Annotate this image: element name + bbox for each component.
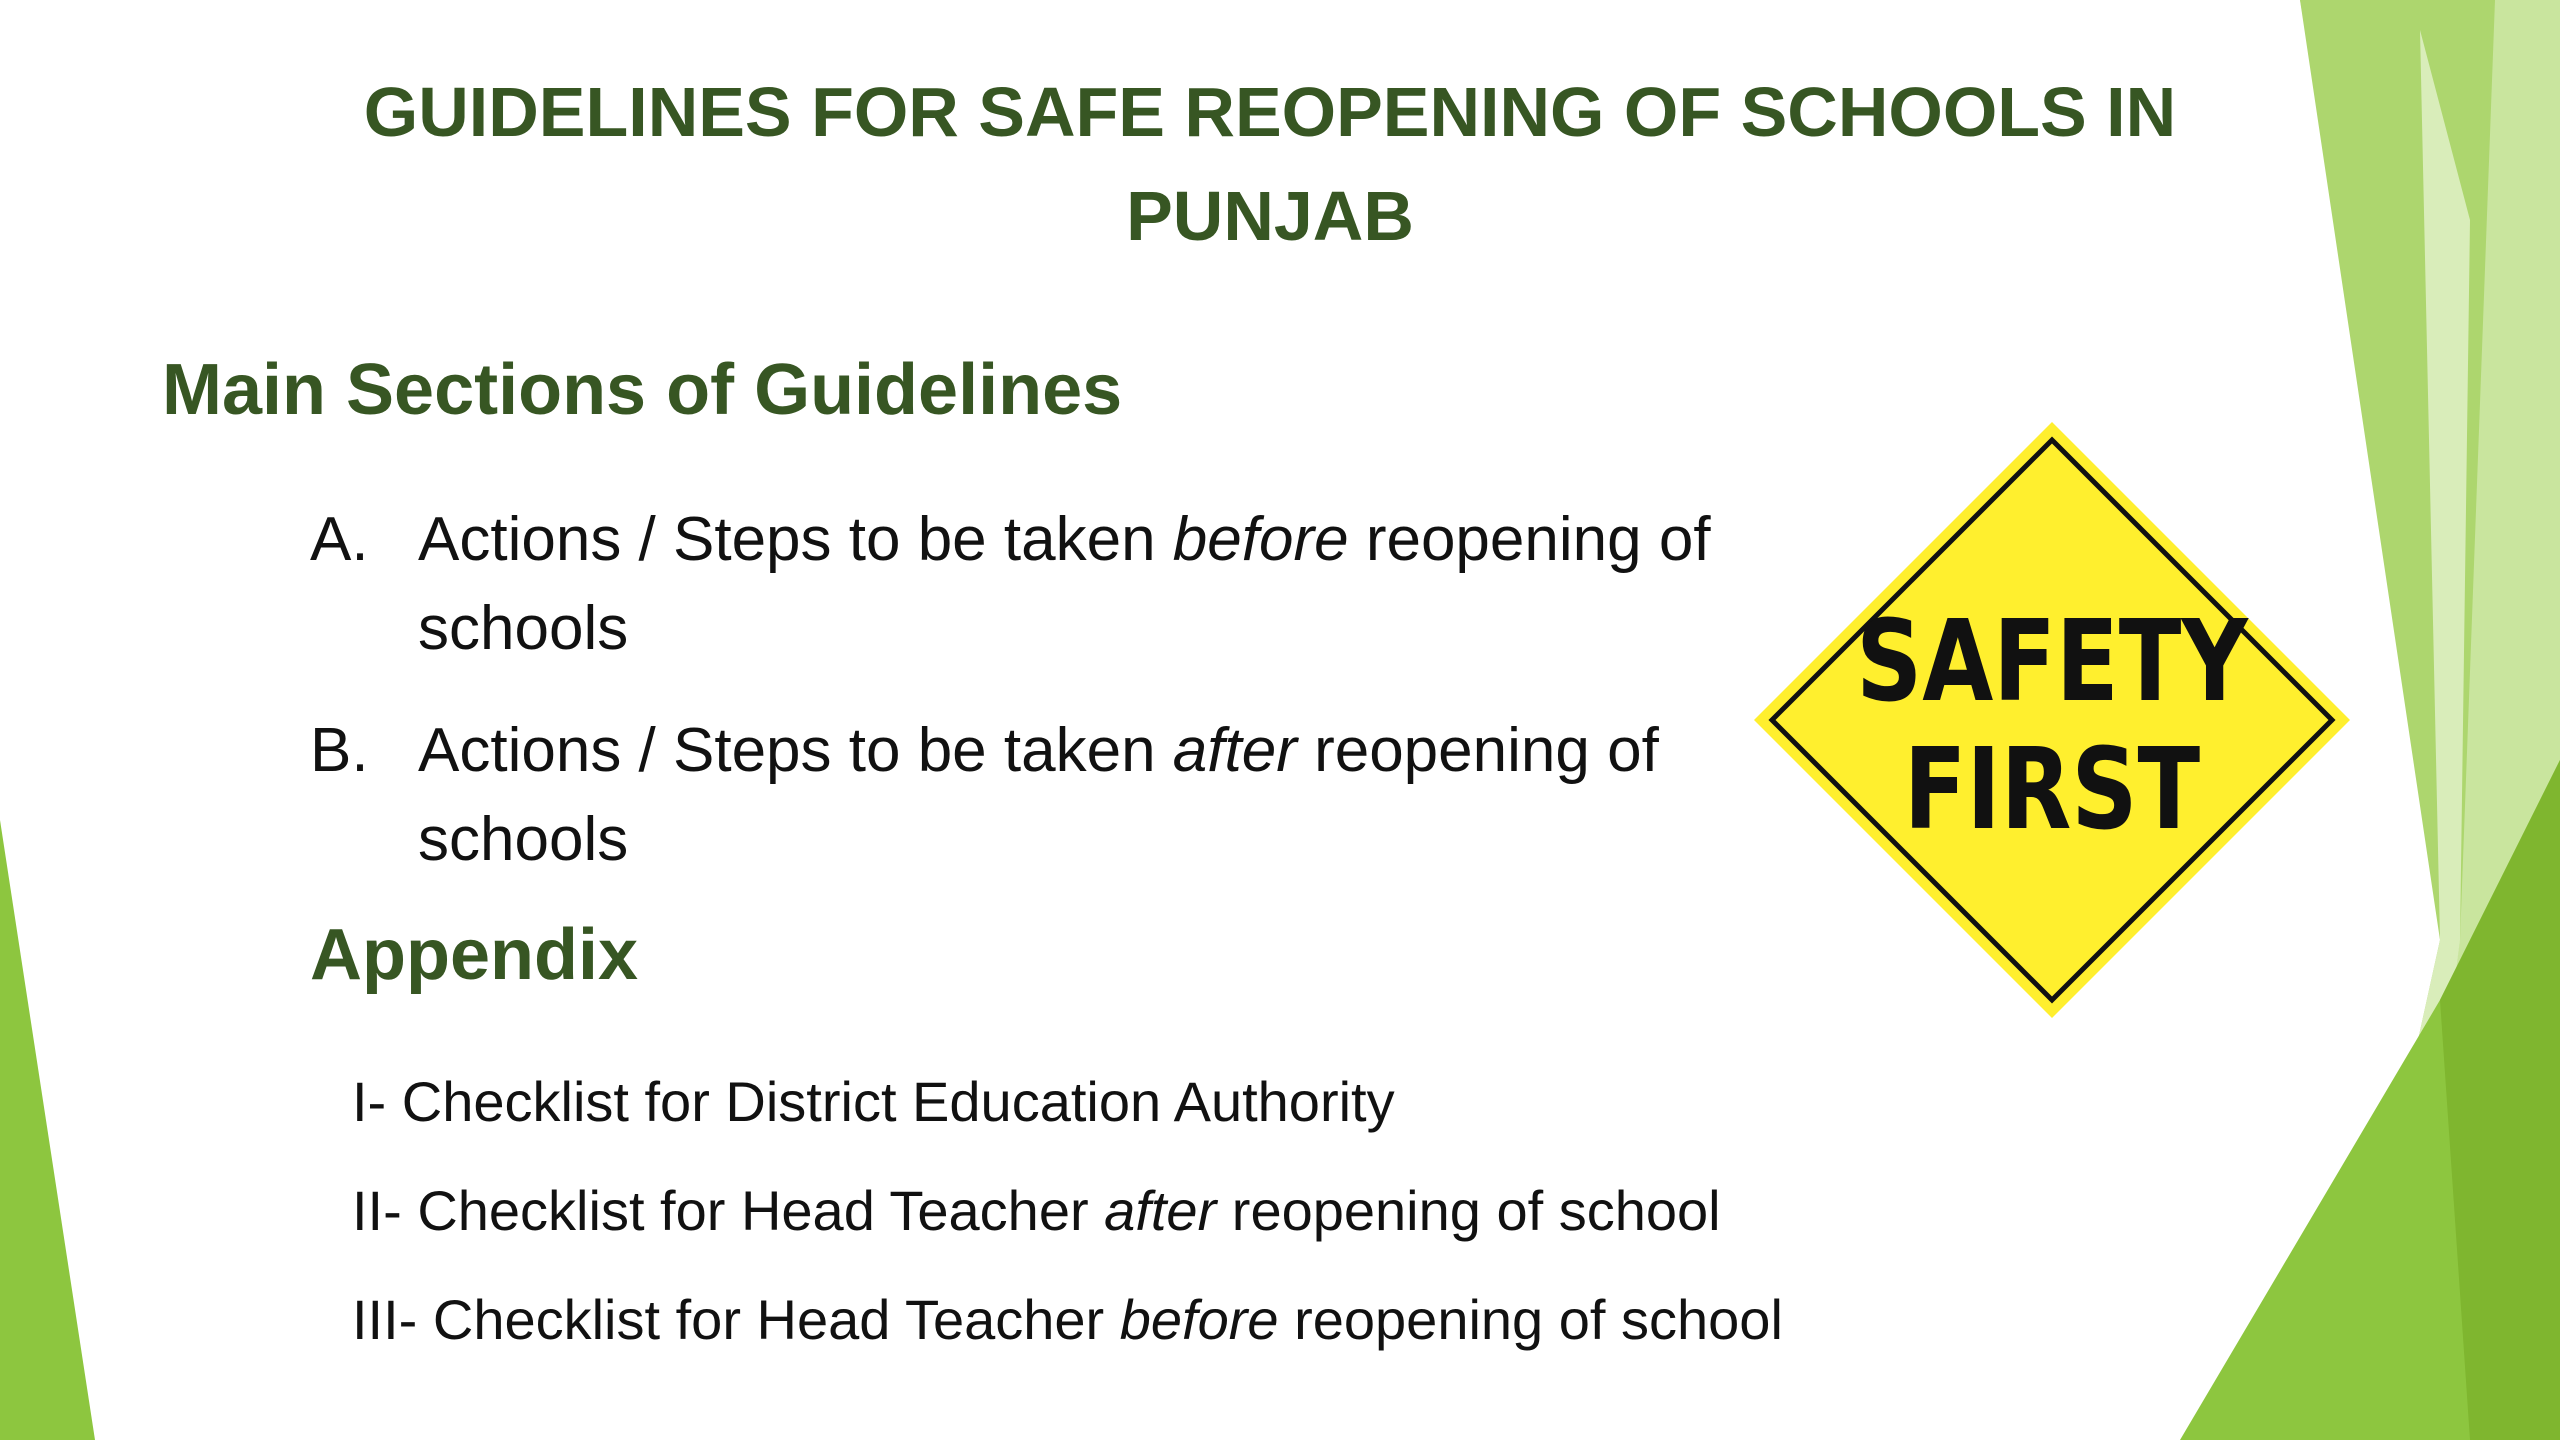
appendix-item-emphasis: after [1104, 1179, 1217, 1242]
appendix-item-text: I- Checklist for District Education Authority [352, 1070, 1395, 1133]
left-stripe [0, 820, 95, 1440]
main-section-text-part: Actions / Steps to be taken [418, 505, 1173, 574]
main-section-text-part: reopening of schools [418, 716, 1659, 874]
appendix-item [352, 1169, 1952, 1253]
main-sections-list [310, 495, 1750, 917]
appendix-item-text: reopening of school [1278, 1288, 1783, 1351]
appendix-item-text: III- Checklist for Head Teacher [352, 1288, 1120, 1351]
appendix-item-text: II- Checklist for Head Teacher [352, 1179, 1105, 1242]
appendix-item [352, 1278, 1952, 1362]
sign-text-line2: FIRST [1903, 725, 2201, 855]
main-section-emphasis: before [1172, 505, 1349, 574]
main-section-letter: A. [310, 505, 369, 574]
page-title: GUIDELINES FOR SAFE REOPENING OF SCHOOLS IN PUNJAB [363, 73, 2177, 255]
sign-text-line1: SAFETY [1856, 597, 2248, 727]
appendix-item [352, 1060, 1952, 1144]
main-sections-heading: Main Sections of Guidelines [162, 350, 1123, 430]
main-section-item [310, 706, 1750, 884]
main-section-letter: B. [310, 716, 369, 785]
appendix-item-text: reopening of school [1216, 1179, 1721, 1242]
main-section-emphasis: after [1172, 716, 1297, 785]
main-section-text [418, 495, 1738, 673]
appendix-item-emphasis: before [1119, 1288, 1279, 1351]
appendix-heading: Appendix [310, 915, 639, 995]
main-section-text [418, 706, 1738, 884]
main-section-item [310, 495, 1750, 673]
main-section-text-part: Actions / Steps to be taken [418, 716, 1173, 785]
main-section-text-part: reopening of schools [418, 505, 1711, 663]
appendix-list [352, 1060, 1952, 1387]
